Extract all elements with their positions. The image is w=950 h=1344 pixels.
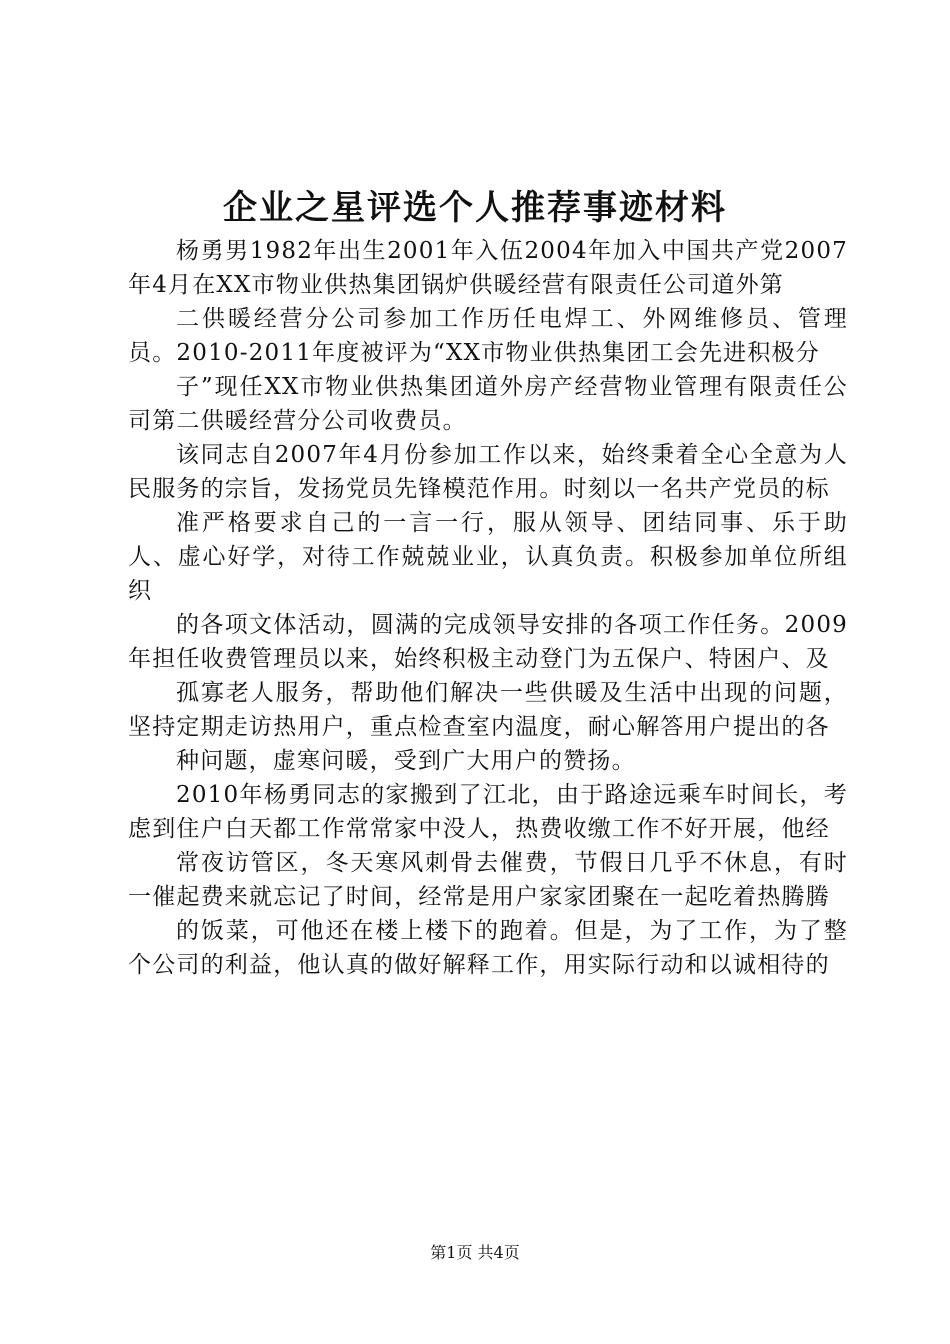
- document-body: [128, 234, 848, 982]
- paragraph: 二供暖经营分公司参加工作历任电焊工、外网维修员、管理员。2010-2011年度被评为“XX市物业供热集团工会先进积极分: [128, 306, 848, 366]
- document-title: 企业之星评选个人推荐事迹材料: [223, 188, 727, 228]
- page-number-footer: 第1页 共4页: [430, 1243, 520, 1262]
- paragraph: 的各项文体活动，圆满的完成领导安排的各项工作任务。2009年担任收费管理员以来，始终积极主动登门为五保户、特困户、及: [128, 612, 848, 672]
- paragraph: 杨勇男1982年出生2001年入伍2004年加入中国共产党2007年4月在XX市物业供热集团锅炉供暖经营有限责任公司道外第: [128, 238, 848, 298]
- paragraph: 该同志自2007年4月份参加工作以来，始终秉着全心全意为人民服务的宗旨，发扬党员先锋模范作用。时刻以一名共产党员的标: [128, 442, 848, 502]
- paragraph: 子”现任XX市物业供热集团道外房产经营物业管理有限责任公司第二供暖经营分公司收费员。: [128, 374, 848, 434]
- paragraph: 2010年杨勇同志的家搬到了江北，由于路途远乘车时间长，考虑到住户白天都工作常常家中没人，热费收缴工作不好开展，他经: [128, 782, 848, 842]
- paragraph: 的饭菜，可他还在楼上楼下的跑着。但是，为了工作，为了整个公司的利益，他认真的做好解释工作，用实际行动和以诚相待的: [128, 918, 848, 978]
- paragraph: 种问题，虚寒问暖，受到广大用户的赞扬。: [176, 748, 636, 774]
- paragraph: 孤寡老人服务，帮助他们解决一些供暖及生活中出现的问题，坚持定期走访热用户，重点检查室内温度，耐心解答用户提出的各: [128, 680, 848, 740]
- paragraph: 常夜访管区，冬天寒风刺骨去催费，节假日几乎不休息，有时一催起费来就忘记了时间，经常是用户家家团聚在一起吃着热腾腾: [128, 850, 848, 910]
- paragraph: 准严格要求自己的一言一行，服从领导、团结同事、乐于助人、虚心好学，对待工作兢兢业业，认真负责。积极参加单位所组织: [128, 510, 848, 604]
